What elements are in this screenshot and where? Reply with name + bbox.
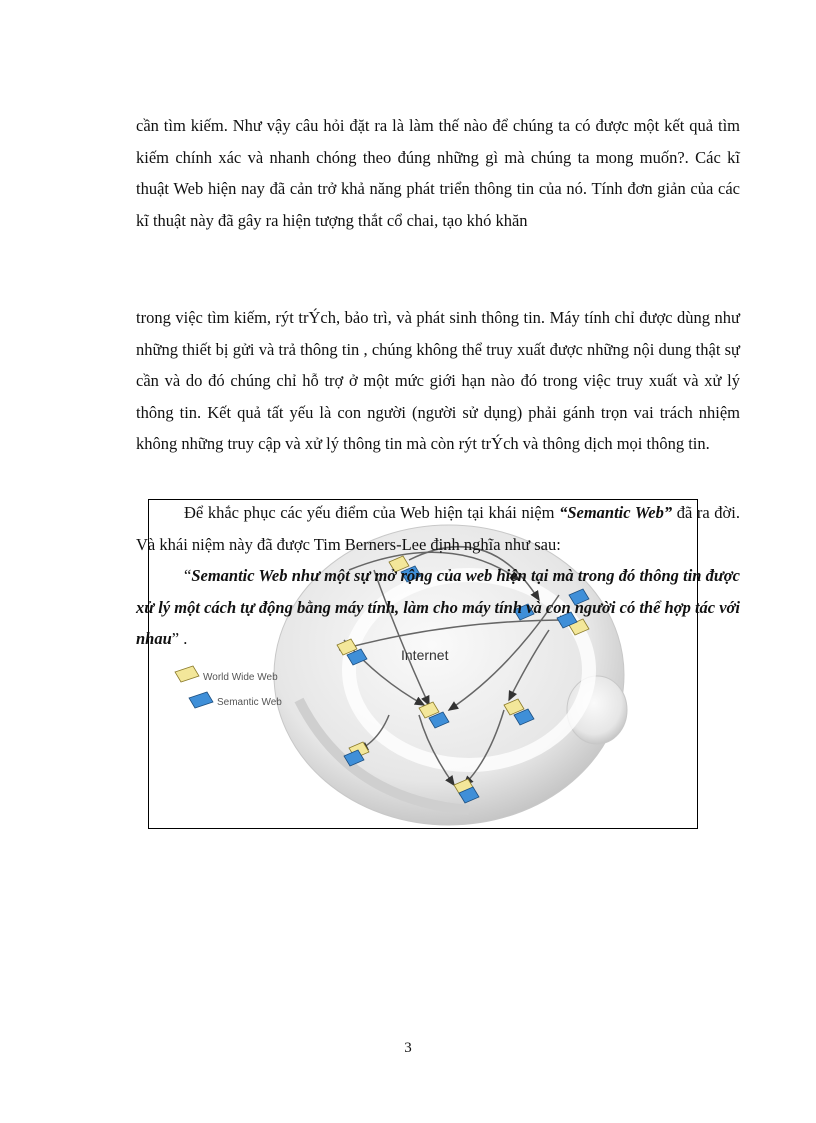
paragraph-2-text: trong việc tìm kiếm, rýt trÝch, bảo trì, và phát sinh thông tin. Máy tính chỉ được dùng như những thiết bị gửi và trả thông tin , chúng không thể truy xuất được những nội dung thật sự cần và do đó chúng chỉ hỗ trợ ở một mức giới hạn nào đó trong việc truy xuất và xử lý thông tin. Kết quả tất yếu là con người (người sử dụng) phải gánh trọn vai trách nhiệm không những truy cập và xử lý thông tin mà còn rýt trÝch và thông dịch mọi thông tin. — [136, 308, 740, 453]
definition-quote — [136, 560, 740, 655]
quote-close: ” . — [171, 629, 188, 648]
www-legend-icon — [175, 666, 199, 682]
page-number: 3 — [404, 1040, 412, 1056]
internet-label: Internet — [401, 647, 449, 663]
figure-legend — [175, 666, 282, 708]
paragraph-1 — [136, 110, 740, 236]
semantic-web-term: “Semantic Web” — [559, 503, 673, 522]
legend-www-label: World Wide Web — [203, 672, 278, 683]
paragraph-1-text: cần tìm kiếm. Như vậy câu hỏi đặt ra là làm thế nào để chúng ta có được một kết quả tìm kiếm chính xác và nhanh chóng theo đúng những gì mà chúng ta mong muốn?. Các kĩ thuật Web hiện nay đã cản trở khả năng phát triển thông tin của nó. Tính đơn giản của các kĩ thuật này đã gây ra hiện tượng thắt cổ chai, tạo khó khăn — [136, 116, 740, 230]
quote-open: “ — [184, 566, 192, 585]
paragraph-3 — [136, 497, 740, 560]
semantic-legend-icon — [189, 692, 213, 708]
paragraph-2 — [136, 302, 740, 460]
quote-text: Semantic Web như một sự mở rộng của web hiện tại mà trong đó thông tin được xử lý một cách tự động bằng máy tính, làm cho máy tính và con người có thể hợp tác với nhau — [136, 566, 740, 648]
paragraph-3-rest: đã ra đời. Và khái niệm này đã được Tim Berners-Lee định nghĩa như sau: — [136, 503, 740, 554]
definition-block — [136, 497, 740, 655]
legend-semantic-label: Semantic Web — [217, 697, 282, 708]
paragraph-3-lead: Để khắc phục các yếu điểm của Web hiện tại khái niệm — [184, 503, 560, 522]
